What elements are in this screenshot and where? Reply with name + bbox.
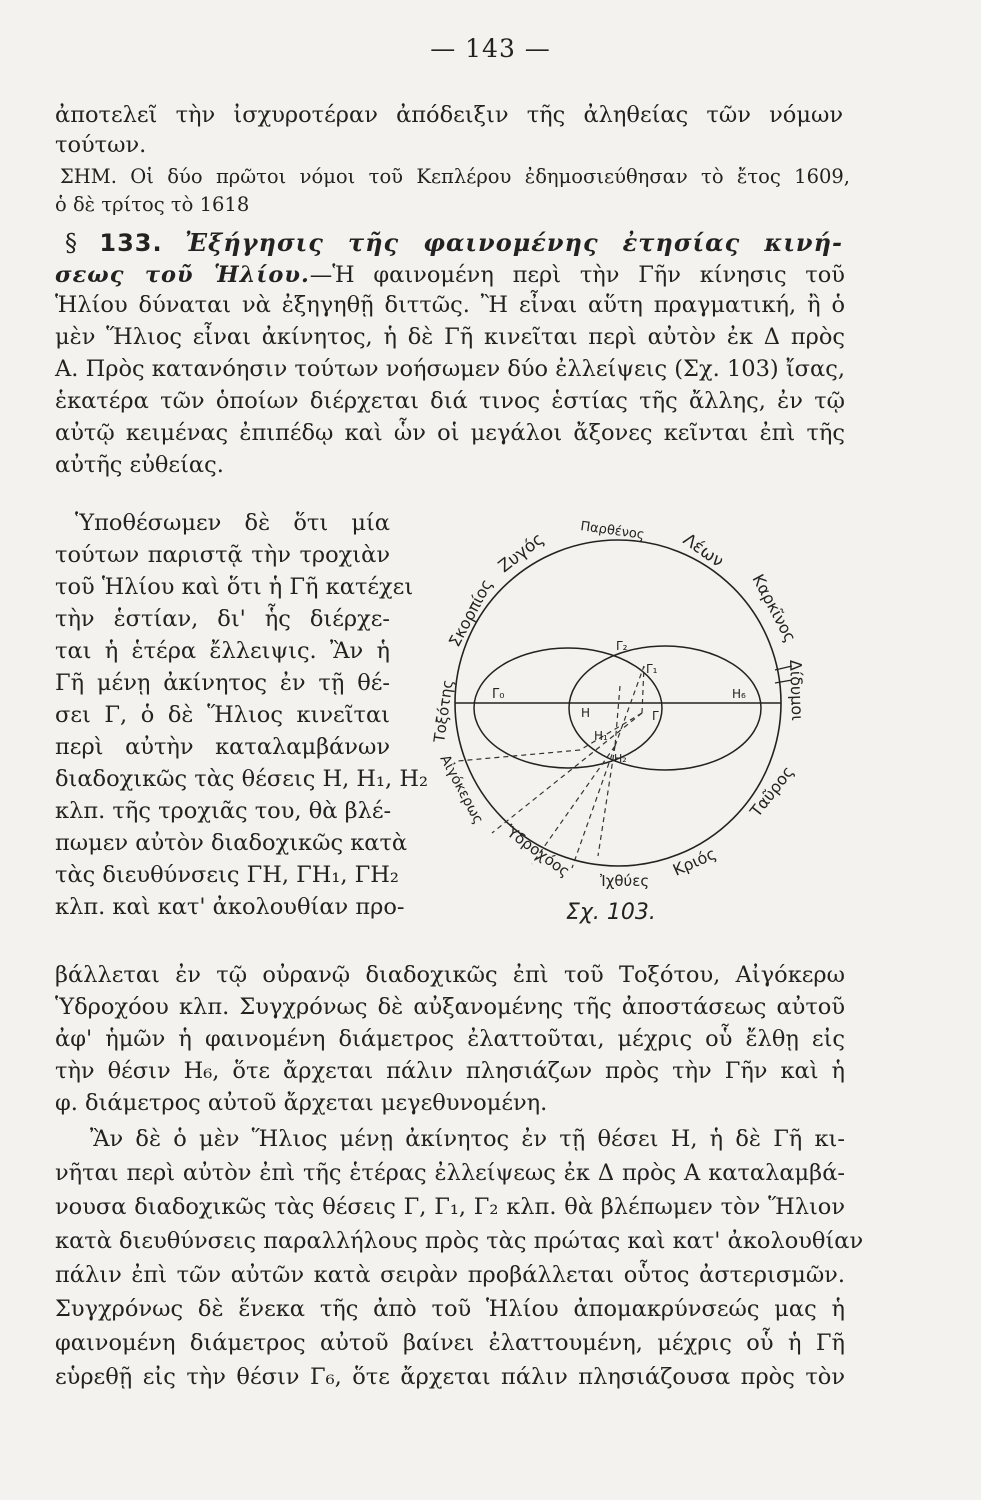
section-line: μὲν Ἥλιος εἶναι ἀκίνητος, ἡ δὲ Γῆ κινεῖται περὶ αὐτὸν ἐκ Δ πρὸς	[55, 324, 845, 350]
left-column-line: σει Γ, ὁ δὲ Ἥλιος κινεῖται	[55, 702, 390, 728]
body-line-bottom: Ἂν δὲ ὁ μὲν Ἥλιος μένῃ ἀκίνητος ἐν τῇ θέσει Η, ἡ δὲ Γῆ κι-	[90, 1126, 845, 1152]
section-line: Ἡλίου δύναται νὰ ἐξηγηθῇ διττῶς. Ἢ εἶναι αὕτη πραγματική, ἢ ὁ	[55, 292, 845, 318]
section-heading	[65, 228, 843, 258]
point-label: Η₁	[594, 729, 608, 743]
zodiac-label-libra: Ζυγός	[494, 529, 548, 577]
zodiac-label-capricorn: Αἰγόκερως	[436, 752, 487, 827]
figure-103	[420, 508, 820, 923]
section-symbol: §	[65, 229, 77, 257]
zodiac-label-scorpio: Σκορπίος	[444, 575, 497, 650]
dashed-line	[642, 666, 644, 713]
page-number: — 143 —	[430, 34, 551, 63]
section-line: αὐτῆς εὐθείας.	[55, 452, 224, 478]
zodiac-label-taurus: Ταῦρος	[746, 762, 798, 821]
body-line-bottom: νουσα διαδοχικῶς τὰς θέσεις Γ, Γ₁, Γ₂ κλπ. θὰ βλέπωμεν τὸν Ἥλιον	[55, 1194, 845, 1220]
zodiac-label-aries: Κριός	[669, 843, 719, 880]
zodiac-label-pisces: Ἰχθύες	[600, 872, 650, 890]
zodiac-label-gemini: Δίδυμοι	[786, 659, 808, 721]
dashed-line	[615, 686, 620, 746]
body-line-bottom: ἀφ' ἡμῶν ἡ φαινομένη διάμετρος ἐλαττοῦται, μέχρις οὗ ἔλθῃ εἰς	[55, 1026, 845, 1052]
left-column-line: περὶ αὐτὴν καταλαμβάνων	[55, 734, 390, 760]
body-line-bottom: φ. διάμετρος αὐτοῦ ἄρχεται μεγεθυνομένη.	[55, 1090, 548, 1116]
point-label: Γ₀	[492, 687, 505, 702]
zodiac-label-sagittarius: Τοξότης	[430, 678, 457, 744]
zodiac-label-aquarius: Ὑδροχόος	[501, 821, 574, 881]
zodiac-label-cancer: Καρκῖνος	[748, 570, 801, 646]
left-column-line: Ὑποθέσωμεν δὲ ὅτι μία	[75, 510, 390, 536]
body-line-bottom: τὴν θέσιν Η₆, ὅτε ἄρχεται πάλιν πλησιάζων πρὸς τὴν Γῆν καὶ ἡ	[55, 1058, 845, 1084]
left-column-line: Γῆ μένῃ ἀκίνητος ἐν τῇ θέ-	[55, 670, 390, 696]
zodiac-label-virgo: Παρθένος	[579, 519, 646, 543]
left-column-line: διαδοχικῶς τὰς θέσεις Η, Η₁, Η₂	[55, 766, 428, 792]
section-line: ἑκατέρα τῶν ὁποίων διέρχεται διά τινος ἑστίας τῆς ἄλλης, ἐν τῷ	[55, 388, 845, 414]
figure-caption: Σχ. 103.	[566, 900, 656, 925]
section-line-2	[55, 260, 845, 290]
left-column-line: κλπ. καὶ κατ' ἀκολουθίαν προ-	[55, 894, 405, 920]
body-line-bottom: Συγχρόνως δὲ ἕνεκα τῆς ἀπὸ τοῦ Ἡλίου ἀπομακρύνσεώς μας ἡ	[55, 1296, 845, 1322]
left-column-line: τούτων παριστᾷ τὴν τροχιὰν	[55, 542, 390, 568]
left-column-line: τοῦ Ἡλίου καὶ ὅτι ἡ Γῆ κατέχει	[55, 574, 414, 600]
note-line-1: ΣΗΜ. Οἱ δύο πρῶτοι νόμοι τοῦ Κεπλέρου ἐδημοσιεύθησαν τὸ ἔτος 1609,	[60, 165, 850, 188]
body-line-bottom: κατὰ διευθύνσεις παραλλήλους πρὸς τὰς πρώτας καὶ κατ' ἀκολουθίαν	[55, 1228, 864, 1254]
section-line-2-rest: —Ἡ φαινομένη περὶ τὴν Γῆν κίνησις τοῦ	[309, 262, 845, 288]
left-column-line: κλπ. τῆς τροχιᾶς του, θὰ βλέ-	[55, 798, 392, 824]
section-line: Α. Πρὸς κατανόησιν τούτων νοήσωμεν δύο ἐλλείψεις (Σχ. 103) ἴσας,	[55, 356, 845, 382]
zodiac-label-leo: Λέων	[679, 529, 728, 572]
point-label: Γ₁	[646, 662, 658, 676]
left-column-line: τὴν ἑστίαν, δι' ἧς διέρχε-	[55, 606, 390, 632]
body-line-top-2: τούτων.	[55, 132, 147, 158]
body-line-top-1: ἀποτελεῖ τὴν ἰσχυροτέραν ἀπόδειξιν τῆς ἀληθείας τῶν νόμων	[55, 102, 843, 128]
body-line-bottom: εὑρεθῇ εἰς τὴν θέσιν Γ₆, ὅτε ἄρχεται πάλιν πλησιάζουσα πρὸς τὸν	[55, 1364, 845, 1390]
point-label: Η₆	[732, 687, 746, 701]
point-label: Η₂	[614, 752, 627, 765]
body-line-bottom: φαινομένη διάμετρος αὐτοῦ βαίνει ἐλαττουμένη, μέχρις οὗ ἡ Γῆ	[55, 1330, 845, 1356]
ellipse-earth-orbit	[474, 648, 662, 768]
ellipse-sun-orbit	[569, 646, 761, 770]
left-column-line: ται ἡ ἑτέρα ἔλλειψις. Ἂν ἡ	[55, 638, 390, 664]
dashed-line	[615, 666, 644, 746]
point-label: Η	[581, 706, 591, 720]
point-label: Γ	[652, 709, 659, 723]
body-line-bottom: βάλλεται ἐν τῷ οὐρανῷ διαδοχικῶς ἐπὶ τοῦ Τοξότου, Αἰγόκερω	[55, 962, 845, 988]
left-column-line: πωμεν αὐτὸν διαδοχικῶς κατὰ	[55, 830, 408, 856]
section-title-part2: σεως τοῦ Ἡλίου.	[55, 262, 310, 288]
body-line-bottom: Ὑδροχόου κλπ. Συγχρόνως δὲ αὐξανομένης τῆς ἀποστάσεως αὐτοῦ	[55, 994, 845, 1020]
point-label: Γ₂	[616, 639, 628, 653]
left-column-line: τὰς διευθύνσεις ΓΗ, ΓΗ₁, ΓΗ₂	[55, 862, 399, 888]
note-line-2: ὁ δὲ τρίτος τὸ 1618	[55, 193, 250, 216]
section-line: αὐτῷ κειμένας ἐπιπέδῳ καὶ ὧν οἱ μεγάλοι ἄξονες κεῖνται ἐπὶ τῆς	[55, 420, 845, 446]
section-title-part1: Ἐξήγησις τῆς φαινομένης ἐτησίας κινή-	[184, 228, 843, 257]
body-line-bottom: πάλιν ἐπὶ τῶν αὐτῶν κατὰ σειρὰν προβάλλεται οὗτος ἀστερισμῶν.	[55, 1262, 845, 1288]
section-number: 133.	[99, 229, 163, 257]
zodiac-diagram	[420, 508, 820, 923]
body-line-bottom: νῆται περὶ αὐτὸν ἐπὶ τῆς ἑτέρας ἐλλείψεως ἐκ Δ πρὸς Α καταλαμβά-	[55, 1160, 845, 1186]
